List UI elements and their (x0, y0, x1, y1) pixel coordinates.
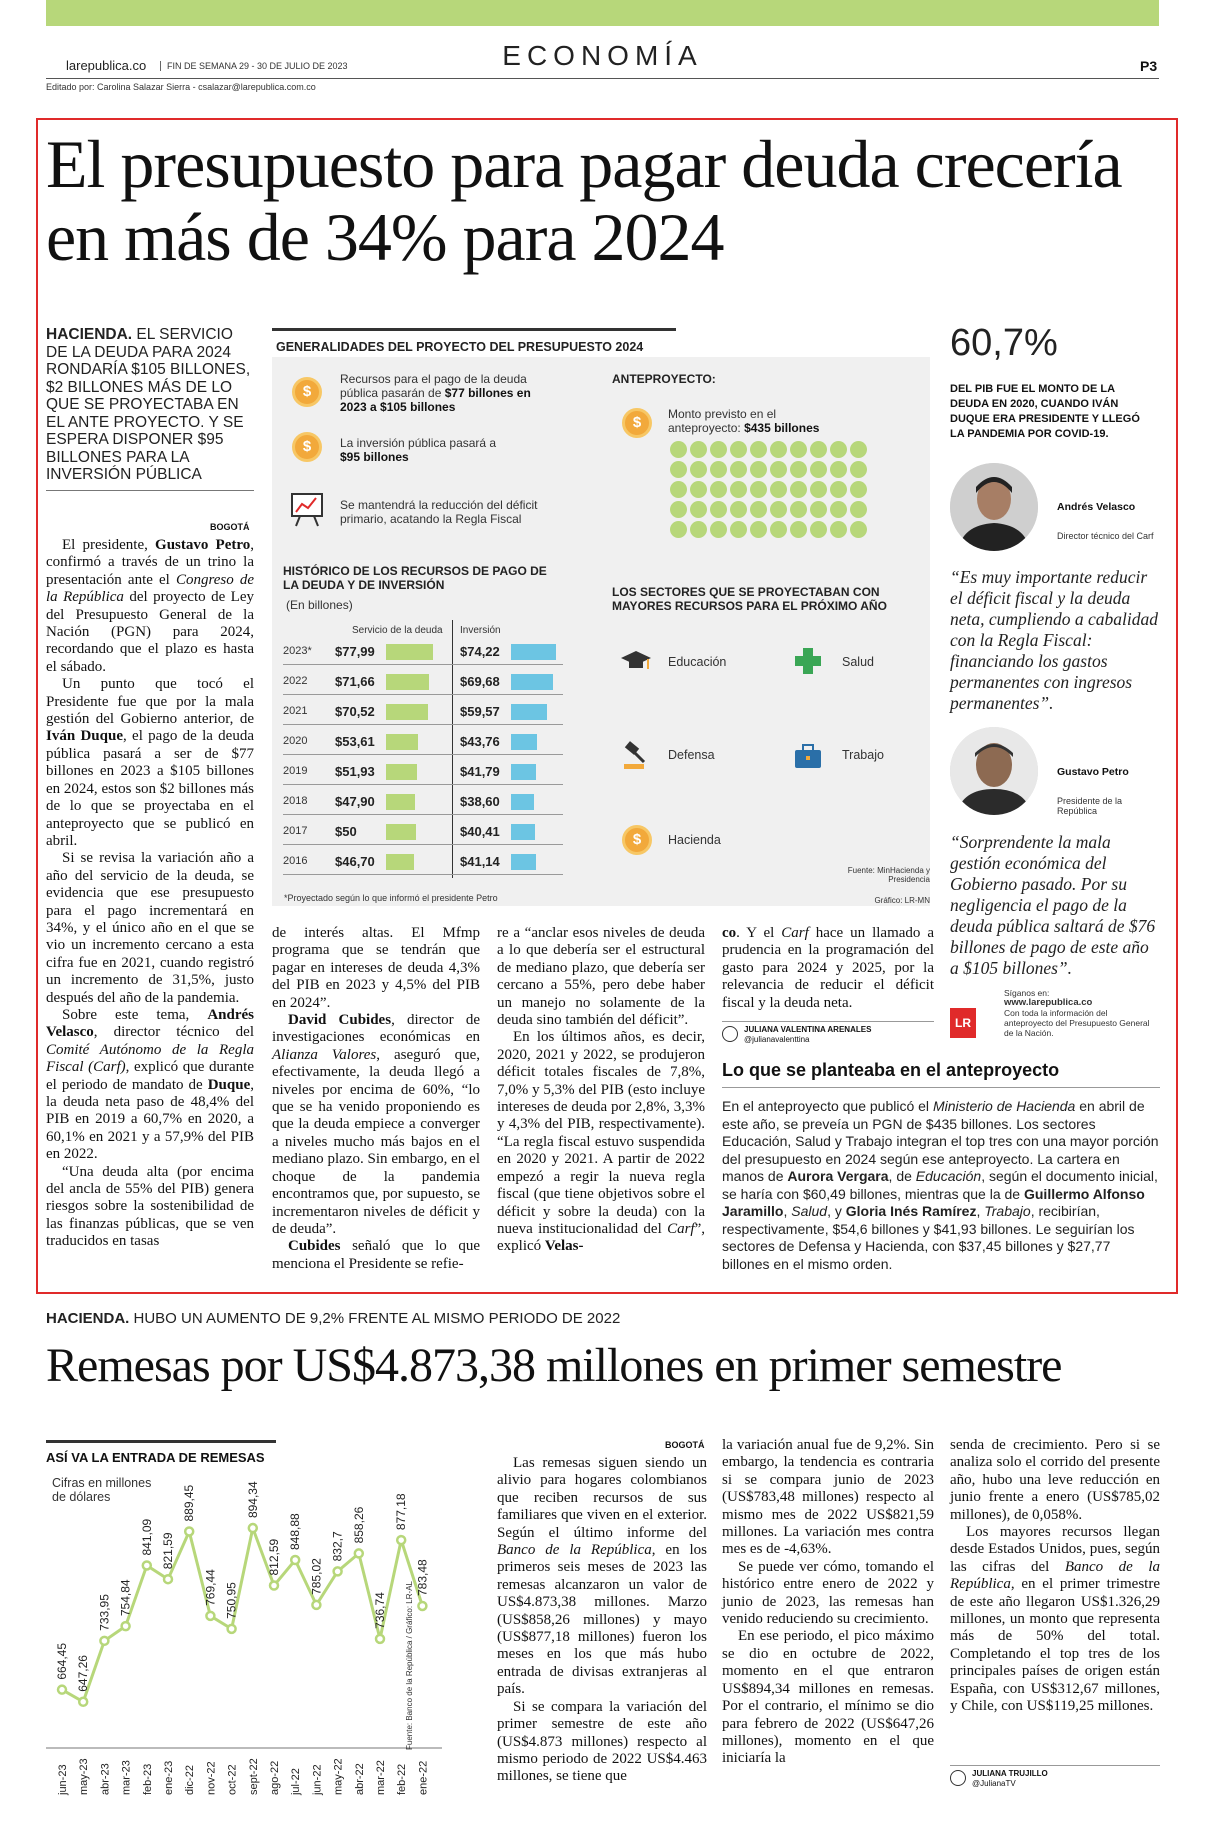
history-investment-value: $38,60 (460, 794, 500, 809)
health-cross-icon (792, 645, 824, 677)
infographic-credit: Gráfico: LR-MN (874, 896, 930, 905)
history-investment-value: $41,79 (460, 764, 500, 779)
remesas-point (164, 1575, 172, 1583)
kicker2-label: HACIENDA. (46, 1310, 130, 1327)
article1-column-1: El presidente, Gustavo Petro, confirmó a través de un trino la presentación ante el Congreso de la República del proyecto de Ley del Presupuesto General de la Nación (PGN) para 2024, recordando que el plazo es hasta el sábado. Un punto que tocó el Presidente fue que por la mala gestión del Gobierno anterior, de Iván Duque, el pago de la deuda pública pasará a ser de $77 billones en 2023 a $105 billones en 2024, estos son $2 billones más de lo que se proyectaba en el anteproyecto que se publicó en abril. Si se revisa la variación año a año del servicio de la deuda, se evidencia que ese presupuesto para el pago incrementará en 34%, y el único año en el que se vio un incremento cercano a esta cifra fue en 2021, cuando registró un incremento de 31,5%, justo después del año de la pandemia. Sobre este tema, Andrés Velasco, director técnico del Comité Autónomo de la Regla Fiscal (Carf), explicó que durante el periodo de mandato de Duque, la deuda neta paso de 48,4% del PIB en 2019 a 60,7% en 2020, a 60,1% en 2021 y a 57,9% del PIB en 2022. “Una deuda alta (por encima del ancla de 55% del PIB) genera riesgos sobre la sostenibilidad de las finanzas públicas, que se ven traducidos en tasas (46, 537, 255, 1250)
history-unit: (En billones) (286, 598, 353, 612)
person1-name: Andrés Velasco (1057, 501, 1136, 513)
history-debt-bar (386, 824, 416, 840)
quote-petro: “Sorprendente la mala gestión económica del Gobierno pasado. Por su negligencia el pago de la deuda pública saltará de $76 billones de pago de este año a $105 billones”. (950, 832, 1156, 978)
dot-marker (750, 521, 767, 538)
history-title: HISTÓRICO DE LOS RECURSOS DE PAGO DE LA DEUDA Y DE INVERSIÓN (283, 564, 547, 592)
article1-column-4: co. Y el Carf hace un llamado a prudencia en la programación del gasto para 2024 y 2025, por la relevancia de reducir el déficit fiscal y la deuda neta. (722, 925, 934, 1011)
sector-defense: Defensa (668, 748, 715, 762)
remesas-data-label: 841,09 (139, 1518, 154, 1556)
remesas-point (376, 1635, 384, 1643)
remesas-point (249, 1524, 257, 1532)
dot-marker (730, 521, 747, 538)
dot-marker (850, 481, 867, 498)
box-text: En el anteproyecto que publicó el Ministerio de Hacienda en abril de este año, se preveía un PGN de $435 billones. Los sectores Educación, Salud y Trabajo integran el top tres con una mayor porción del presupuesto en 2024 según ese anteproyecto. La cartera en manos de Aurora Vergara, de Educación, según el documento inicial, se haría con $60,49 billones, mientras que la de Guillermo Alfonso Jaramillo, Salud, y Gloria Inés Ramírez, Trabajo, recibirían, respectivamente, $54,6 billones y $41,93 billones. Le seguirían los sectores de Defensa y Hacienda, con $37,45 billones y $27,77 billones en el mismo orden. (722, 1098, 1159, 1272)
info-item-deficit: Se mantendrá la reducción del déficit primario, acatando la Regla Fiscal (340, 498, 538, 526)
info-item-investment: La inversión pública pasará a $95 billones (340, 436, 497, 464)
person1-role: Director técnico del Carf (1057, 531, 1154, 541)
info-item-debt: Recursos para el pago de la deuda pública pasarán de $77 billones en 2023 a $105 billones (340, 372, 531, 414)
key-stat-caption: DEL PIB FUE EL MONTO DE LA DEUDA EN 2020, CUANDO IVÁN DUQUE ERA PRESIDENTE Y LLEGÓ LA PANDEMIA POR COVID-19. (950, 383, 1140, 440)
dot-marker (770, 461, 787, 478)
dot-marker (770, 441, 787, 458)
remesas-point (79, 1698, 87, 1706)
sectors-title: LOS SECTORES QUE SE PROYECTABAN CON MAYORES RECURSOS PARA EL PRÓXIMO AÑO (612, 585, 887, 613)
byline-handle[interactable]: @julianavalenttina (744, 1035, 810, 1044)
history-investment-bar (511, 824, 535, 840)
dot-marker (850, 501, 867, 518)
sector-education: Educación (668, 655, 727, 669)
byline-name: JULIANA TRUJILLO (972, 1769, 1048, 1778)
remesas-point (185, 1527, 193, 1535)
remesas-x-tick: mar-23 (120, 1760, 133, 1795)
dot-marker (710, 481, 727, 498)
history-investment-value: $59,57 (460, 704, 500, 719)
history-year: 2016 (283, 855, 308, 867)
dot-marker (690, 501, 707, 518)
dot-marker (810, 481, 827, 498)
remesas-x-tick: oct-22 (226, 1764, 239, 1795)
remesas-point (334, 1567, 342, 1575)
remesas-data-label: 785,02 (309, 1558, 324, 1595)
article1-headline: El presupuesto para pagar deuda crecería en más de 34% para 2024 (46, 126, 1122, 275)
history-debt-bar (386, 854, 414, 870)
dot-marker (830, 501, 847, 518)
history-debt-bar (386, 644, 433, 660)
history-debt-value: $50 (335, 824, 357, 839)
history-investment-value: $74,22 (460, 644, 500, 659)
dot-marker (850, 441, 867, 458)
history-year: 2019 (283, 765, 308, 777)
history-year: 2020 (283, 735, 308, 747)
remesas-series-line (62, 1528, 422, 1702)
history-debt-bar (386, 674, 429, 690)
article2-kicker (46, 1310, 620, 1327)
history-debt-bar (386, 764, 417, 780)
key-stat: 60,7% (950, 322, 1058, 364)
remesas-chart-unit: Cifras en millones de dólares (52, 1476, 152, 1504)
history-debt-bar (386, 794, 415, 810)
remesas-data-label: 894,34 (245, 1481, 260, 1519)
remesas-x-tick: feb-22 (396, 1763, 409, 1795)
remesas-point (58, 1686, 66, 1694)
remesas-chart-title: ASÍ VA LA ENTRADA DE REMESAS (46, 1450, 265, 1465)
remesas-x-tick: sept-22 (247, 1758, 260, 1795)
history-row (283, 666, 563, 695)
remesas-x-tick: jun-23 (57, 1764, 69, 1795)
history-year: 2023* (283, 645, 312, 657)
remesas-point (143, 1561, 151, 1569)
dot-marker (810, 441, 827, 458)
top-color-bar (46, 0, 1159, 26)
dot-marker (810, 521, 827, 538)
infographic-top-rule (272, 328, 676, 331)
coin-icon (622, 408, 652, 438)
follow-link[interactable]: www.larepublica.co (1004, 997, 1093, 1008)
coin-icon (622, 825, 652, 855)
dot-marker (790, 441, 807, 458)
dot-marker (790, 481, 807, 498)
anteproyecto-title: ANTEPROYECTO: (612, 372, 716, 386)
remesas-chart-source: Fuente: Banco de la República / Gráfico: LR-AL (405, 1581, 414, 1750)
dot-marker (850, 521, 867, 538)
remesas-x-tick: abr-22 (353, 1763, 366, 1795)
history-row (283, 696, 563, 725)
dot-marker (670, 461, 687, 478)
history-row (283, 846, 563, 875)
lr-logo: LR (950, 1008, 976, 1038)
dot-marker (670, 481, 687, 498)
history-footnote: *Proyectado según lo que informó el presidente Petro (284, 893, 498, 903)
history-investment-bar (511, 854, 536, 870)
history-debt-value: $70,52 (335, 704, 375, 719)
byline-name: JULIANA VALENTINA ARENALES (744, 1025, 872, 1034)
article2-column-2: la variación anual fue de 9,2%. Sin embargo, la tendencia es contraria si se compara junio de 2023 (US$783,48 millones) respecto al mismo mes de 2022 US$821,59 millones. La variación mes contra mes es de -4,63%. Se puede ver cómo, tomando el histórico entre enero de 2022 y junio de 2023, las remesas han venido reduciendo su crecimiento. En ese periodo, el pico máximo se dio en octubre de 2022, momento en el que entraron US$894,34 millones en remesas. Por el contrario, el mínimo se dio para febrero de 2022 (US$647,26 millones), momento en el que iniciaría la (722, 1437, 934, 1767)
history-row (283, 636, 563, 665)
remesas-x-tick: feb-23 (141, 1763, 154, 1795)
kicker2-text: HUBO UN AUMENTO DE 9,2% FRENTE AL MISMO PERIODO DE 2022 (129, 1310, 621, 1327)
person-portrait-icon (950, 727, 1038, 815)
dot-marker (750, 481, 767, 498)
article2-column-1: Las remesas siguen siendo un alivio para hogares colombianos que reciben recursos de sus familiares que viven en el exterior. Según el último informe del Banco de la República, en los primeros seis meses de 2023 las remesas alcanzaron un valor de US$4.873,38 millones. Marzo (US$858,26 millones) y mayo (US$877,18 millones) fueron los meses en los que más hubo entrada de divisas extranjeras al país. Si se compara la variación del primer semestre de este año (US$4.873 millones) respecto al mismo periodo de 2022 US$4.463 millones, se tiene que (497, 1455, 707, 1785)
history-investment-bar (511, 794, 534, 810)
dot-marker (670, 521, 687, 538)
dot-marker (830, 441, 847, 458)
remesas-data-label: 858,26 (351, 1506, 366, 1544)
remesas-x-tick: ago-22 (269, 1760, 281, 1795)
history-debt-bar (386, 704, 428, 720)
history-debt-value: $53,61 (335, 734, 375, 749)
history-investment-bar (511, 764, 536, 780)
history-row (283, 816, 563, 845)
follow-note: Con toda la información del anteproyecto del Presupuesto General de la Nación. (1004, 1008, 1150, 1038)
remesas-x-tick: nov-22 (205, 1761, 218, 1795)
article1-column-3: re a “anclar esos niveles de deuda a lo que debería ser el estructural de mediano plazo, que debería ser cercano a 55%, pero debe haber un manejo no solamente de la deuda sino también del déficit”. En los últimos años, es decir, 2020, 2021 y 2022, se produjeron déficit totales fiscales de 7,8%, 7,0% y 5,3% del PIB (esto incluye intereses de deuda por 2,8%, 3,3% y 4,3% del PIB, respectivamente). “La regla fiscal estuvo suspendida en 2020 y 2021. A partir de 2022 empezó a regir la nueva regla fiscal (que tiene objetivos sobre el déficit y sobre la deuda) con la nueva institucionalidad del Carf”, explicó Velas- (497, 925, 705, 1255)
header-divider (46, 78, 1159, 79)
infographic-title: GENERALIDADES DEL PROYECTO DEL PRESUPUESTO 2024 (276, 340, 644, 354)
article2-dateline: BOGOTÁ (665, 1440, 705, 1450)
graduation-cap-icon (620, 645, 652, 677)
dot-marker (750, 501, 767, 518)
chart-board-icon (290, 492, 324, 528)
remesas-x-tick: jul-22 (290, 1768, 303, 1795)
sector-treasury: Hacienda (668, 833, 721, 847)
dot-marker (690, 441, 707, 458)
author-icon (722, 1026, 738, 1042)
article2-headline: Remesas por US$4.873,38 millones en primer semestre (46, 1339, 1062, 1392)
remesas-x-tick: jun-22 (311, 1764, 324, 1795)
infographic-source: Fuente: MinHacienda y Presidencia (847, 866, 930, 884)
remesas-line-chart (46, 1470, 466, 1800)
remesas-data-label: 848,88 (288, 1513, 303, 1551)
history-year: 2021 (283, 705, 308, 717)
article1-dateline: BOGOTÁ (210, 522, 250, 532)
remesas-data-label: 877,18 (394, 1493, 409, 1531)
history-debt-value: $46,70 (335, 854, 375, 869)
dot-marker (690, 481, 707, 498)
author-icon (950, 1770, 966, 1786)
follow-us (950, 988, 1158, 1038)
remesas-point (206, 1612, 214, 1620)
dot-marker (670, 501, 687, 518)
person2-name: Gustavo Petro (1057, 766, 1129, 778)
remesas-point (418, 1602, 426, 1610)
history-year: 2017 (283, 825, 308, 837)
remesas-data-label: 769,44 (203, 1569, 218, 1606)
remesas-data-label: 812,59 (267, 1538, 281, 1576)
page-number: P3 (1140, 58, 1158, 74)
article2-column-3: senda de crecimiento. Pero si se analiza solo el corrido del presente año, hubo una leve reducción en junio frente a enero (US$785,02 millones), de 0,058%. Los mayores recursos llegan desde Estados Unidos, pues, según las cifras del Banco de la República, en el primer trimestre de este año llegaron US$1.326,29 millones, un monto que representa más de 50% del total. Completando el top tres de los principales países de origen están España, con US$312,67 millones, y Chile, con US$119,25 millones. (950, 1437, 1160, 1715)
site-name[interactable]: larepublica.co (66, 58, 147, 73)
remesas-x-tick: ene-22 (417, 1760, 430, 1795)
dot-marker (690, 521, 707, 538)
remesas-data-label: 664,45 (55, 1642, 69, 1680)
remesas-x-tick: mar-22 (375, 1760, 387, 1795)
dot-marker (810, 501, 827, 518)
avatar-gustavo-petro (950, 727, 1038, 815)
dot-marker (730, 461, 747, 478)
history-col-debt: Servicio de la deuda (352, 625, 443, 636)
sector-labor: Trabajo (842, 748, 884, 762)
remesas-point (270, 1582, 278, 1590)
history-investment-bar (511, 644, 556, 660)
coin-icon (292, 377, 322, 407)
history-year: 2018 (283, 795, 308, 807)
history-debt-value: $77,99 (335, 644, 375, 659)
remesas-data-label: 647,26 (76, 1655, 91, 1692)
sector-health: Salud (842, 655, 874, 669)
remesas-point (397, 1536, 405, 1544)
box-title: Lo que se planteaba en el anteproyecto (722, 1060, 1160, 1088)
history-row (283, 786, 563, 815)
dot-marker (690, 461, 707, 478)
quote-velasco: “Es muy importante reducir el déficit fiscal y la deuda neta, cumpliendo a cabalidad con la Regla Fiscal: financiando los gastos permanentes con ingresos permanentes”. (950, 567, 1159, 713)
remesas-chart-top-rule (46, 1440, 276, 1443)
history-debt-bar (386, 734, 418, 750)
dot-marker (750, 461, 767, 478)
anteproyecto-dot-grid (670, 441, 876, 541)
article2-byline (950, 1765, 1160, 1789)
remesas-x-tick: dic-22 (184, 1765, 197, 1795)
dot-marker (750, 441, 767, 458)
issue-date: FIN DE SEMANA 29 - 30 DE JULIO DE 2023 (160, 61, 348, 71)
gavel-icon (620, 740, 652, 772)
editor-credit: Editado por: Carolina Salazar Sierra - csalazar@larepublica.com.co (46, 82, 316, 92)
dot-marker (770, 521, 787, 538)
dot-marker (790, 461, 807, 478)
remesas-x-tick: abr-23 (99, 1763, 112, 1795)
remesas-point (355, 1549, 363, 1557)
remesas-data-label: 750,95 (224, 1582, 239, 1619)
dot-marker (830, 481, 847, 498)
dot-marker (710, 501, 727, 518)
article1-lede (46, 326, 254, 491)
remesas-x-tick: may-23 (78, 1758, 91, 1795)
remesas-point (100, 1637, 108, 1645)
history-debt-value: $71,66 (335, 674, 375, 689)
lede-kicker: HACIENDA. (46, 326, 133, 343)
dot-marker (830, 521, 847, 538)
dot-marker (730, 441, 747, 458)
dot-marker (790, 521, 807, 538)
remesas-data-label: 736,74 (373, 1592, 387, 1629)
coin-icon (292, 432, 322, 462)
dot-marker (770, 481, 787, 498)
remesas-point (291, 1556, 299, 1564)
remesas-point (228, 1625, 236, 1633)
remesas-x-tick: may-22 (332, 1758, 345, 1795)
dot-marker (850, 461, 867, 478)
dot-marker (770, 501, 787, 518)
remesas-point (122, 1622, 130, 1630)
remesas-data-label: 733,95 (97, 1594, 112, 1631)
briefcase-icon (792, 740, 824, 772)
section-title: ECONOMÍA (502, 40, 703, 71)
history-investment-bar (511, 674, 553, 690)
lede-text: EL SERVICIO DE LA DEUDA PARA 2024 RONDARÍA $105 BILLONES, $2 BILLONES MÁS DE LO QUE SE PROYECTABA EN EL ANTE PROYECTO. Y SE ESPERA DISPONER $95 BILLONES PARA LA INVERSIÓN PÚBLICA (46, 326, 251, 483)
article1-column-2: de interés altas. El Mfmp programa que se tendrán que pagar en intereses de deuda 4,3% del PIB en 2023 y 4,5% del PIB en 2024”. David Cubides, director de investigaciones económicas en Alianza Valores, aseguró que, efectivamente, la deuda llegó a niveles por encima de 60%, “lo que se ha venido proponiendo es que la deuda empiece a converger a niveles mucho más bajos en el mediano plazo. Sin embargo, en el choque de la pandemia encontramos que, por supuesto, se incrementaron niveles de déficit y de deuda”. Cubides señaló que lo que menciona el Presidente se refie- (272, 925, 480, 1272)
follow-label: Síganos en: (1004, 988, 1050, 998)
anteproyecto-amount: Monto previsto en el anteproyecto: $435 billones (668, 407, 820, 435)
avatar-andres-velasco (950, 463, 1038, 551)
history-col-investment: Inversión (460, 625, 501, 636)
history-investment-value: $40,41 (460, 824, 500, 839)
dot-marker (710, 461, 727, 478)
dot-marker (710, 441, 727, 458)
history-investment-value: $43,76 (460, 734, 500, 749)
history-row (283, 756, 563, 785)
remesas-point (312, 1601, 320, 1609)
person-portrait-icon (950, 463, 1038, 551)
history-investment-bar (511, 734, 537, 750)
remesas-data-label: 832,7 (330, 1531, 345, 1562)
dot-marker (730, 481, 747, 498)
dot-marker (810, 461, 827, 478)
history-row (283, 726, 563, 755)
dot-marker (670, 441, 687, 458)
history-year: 2022 (283, 675, 308, 687)
article1-byline (722, 1021, 934, 1045)
history-investment-bar (511, 704, 547, 720)
history-debt-value: $51,93 (335, 764, 375, 779)
remesas-data-label: 783,48 (415, 1559, 430, 1596)
byline-handle[interactable]: @JulianaTV (972, 1779, 1016, 1788)
remesas-data-label: 754,84 (118, 1579, 133, 1617)
dot-marker (790, 501, 807, 518)
remesas-data-label: 889,45 (182, 1484, 197, 1522)
dot-marker (730, 501, 747, 518)
dot-marker (830, 461, 847, 478)
remesas-data-label: 821,59 (161, 1532, 175, 1570)
person2-role: Presidente de la República (1057, 796, 1123, 816)
remesas-x-tick: ene-23 (163, 1760, 175, 1795)
history-investment-value: $69,68 (460, 674, 500, 689)
dot-marker (710, 521, 727, 538)
history-investment-value: $41,14 (460, 854, 500, 869)
history-debt-value: $47,90 (335, 794, 375, 809)
